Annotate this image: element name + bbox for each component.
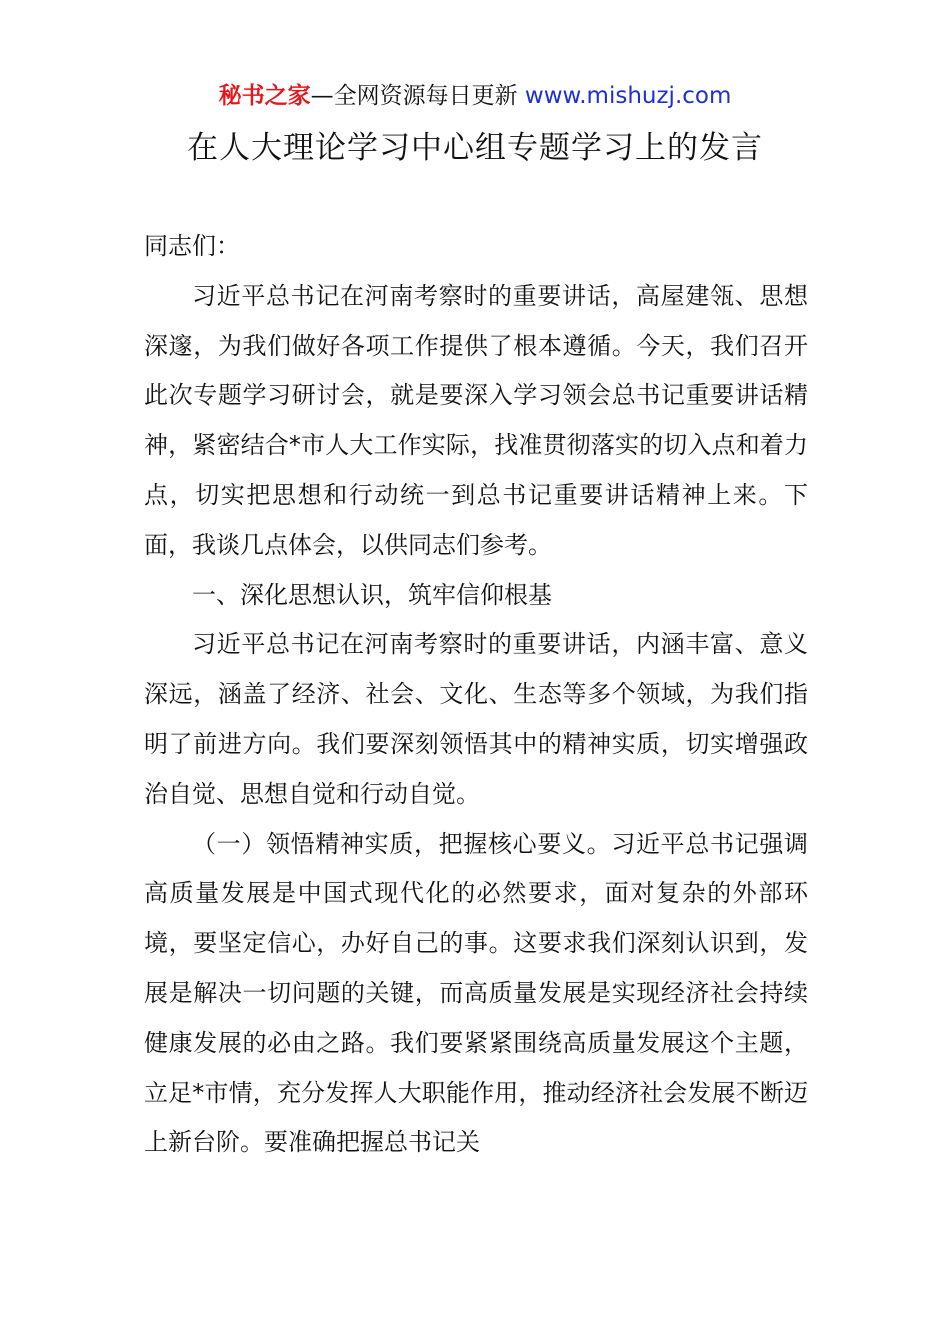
- banner-tagline: —全网资源每日更新: [310, 83, 518, 109]
- brand-name: 秘书之家: [218, 83, 311, 109]
- section-heading-1: 一、深化思想认识，筑牢信仰根基: [192, 580, 552, 609]
- salutation: 同志们：: [144, 232, 240, 260]
- paragraph-intro: 习近平总书记在河南考察时的重要讲话，高屋建瓴、思想深邃，为我们做好各项工作提供了根本遵循。今天，我们召开此次专题学习研讨会，就是要深入学习领会总书记重要讲话精神，紧密结合*市人大工作实际，找准贯彻落实的切入点和着力点，切实把思想和行动统一到总书记重要讲话精神上来。下面，我谈几点体会，以供同志们参考。: [144, 281, 808, 559]
- paragraph-section-1: 习近平总书记在河南考察时的重要讲话，内涵丰富、意义深远，涵盖了经济、社会、文化、生态等多个领域，为我们指明了前进方向。我们要深刻领悟其中的精神实质，切实增强政治自觉、思想自觉和行动自觉。: [144, 630, 808, 808]
- paragraph-subsection-1: （一）领悟精神实质，把握核心要义。习近平总书记强调高质量发展是中国式现代化的必然要求，面对复杂的外部环境，要坚定信心，办好自己的事。这要求我们深刻认识到，发展是解决一切问题的关键，而高质量发展是实现经济社会持续健康发展的必由之路。我们要紧紧围绕高质量发展这个主题，立足*市情，充分发挥人大职能作用，推动经济社会发展不断迈上新台阶。要准确把握总书记关: [144, 829, 808, 1157]
- site-url-link[interactable]: www.mishuzj.com: [524, 83, 732, 109]
- site-banner: [0, 80, 950, 112]
- document-title: 在人大理论学习中心组专题学习上的发言: [187, 130, 763, 166]
- document-body: [144, 222, 808, 1168]
